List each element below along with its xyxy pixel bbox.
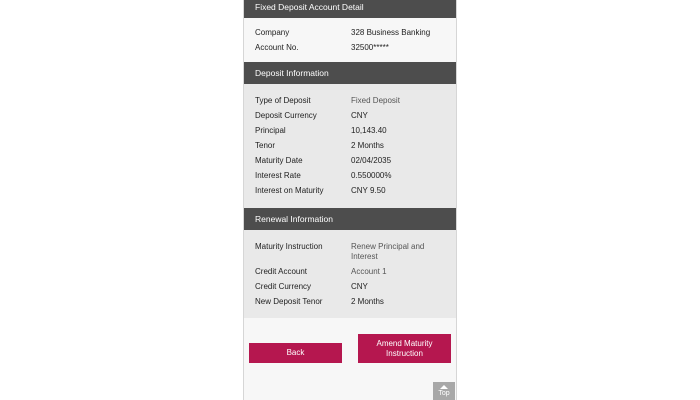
company-value: 328 Business Banking [351,28,431,37]
back-button[interactable]: Back [249,343,342,363]
new-deposit-tenor-value: 2 Months [351,297,384,306]
credit-currency-value: CNY [351,282,368,291]
credit-currency-label: Credit Currency [255,282,312,291]
renewal-info-section [244,230,456,318]
deposit-type-label: Type of Deposit [255,96,311,105]
interest-on-maturity-value: CNY 9.50 [351,186,386,195]
deposit-currency-value: CNY [351,111,368,120]
deposit-currency-label: Deposit Currency [255,111,317,120]
tenor-label: Tenor [255,141,276,150]
interest-rate-value: 0.550000% [351,171,392,180]
principal-value: 10,143.40 [351,126,387,135]
credit-account-label: Credit Account [255,267,308,276]
new-deposit-tenor-label: New Deposit Tenor [255,297,323,306]
renewal-info-header: Renewal Information [244,208,456,230]
tenor-value: 2 Months [351,141,384,150]
deposit-type-value: Fixed Deposit [351,96,400,105]
account-detail-header: Fixed Deposit Account Detail [244,0,456,18]
principal-label: Principal [255,126,286,135]
credit-account-value: Account 1 [351,267,387,276]
interest-rate-label: Interest Rate [255,171,301,180]
maturity-date-label: Maturity Date [255,156,303,165]
scroll-top-button[interactable] [433,382,455,400]
arrow-up-icon [440,385,448,389]
deposit-info-header: Deposit Information [244,62,456,84]
account-no-label: Account No. [255,43,299,52]
maturity-instruction-value: Renew Principal and Interest [351,242,425,261]
top-label: Top [438,390,450,397]
amend-maturity-instruction-button[interactable]: Amend Maturity Instruction [358,334,451,363]
company-label: Company [255,28,290,37]
account-detail-section [244,18,456,62]
interest-on-maturity-label: Interest on Maturity [255,186,324,195]
maturity-instruction-label: Maturity Instruction [255,242,323,251]
account-no-value: 32500***** [351,43,389,52]
maturity-date-value: 02/04/2035 [351,156,392,165]
deposit-info-section [244,84,456,208]
